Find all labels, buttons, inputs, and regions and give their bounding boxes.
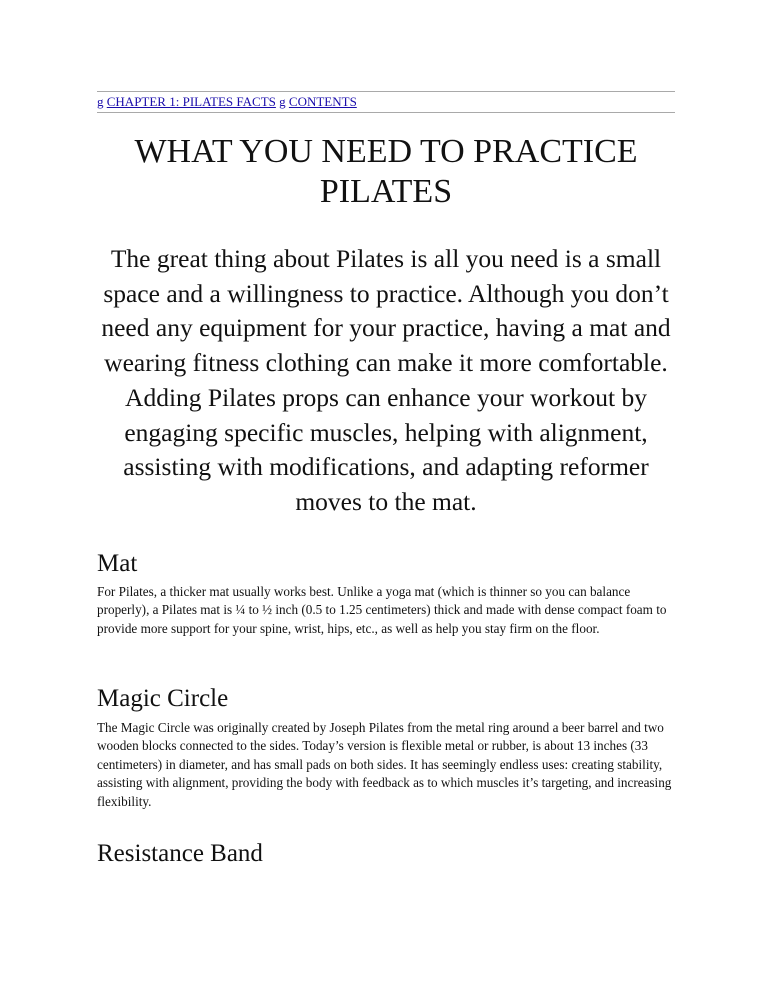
- nav-arrow-icon: g: [97, 94, 104, 109]
- intro-paragraph: The great thing about Pilates is all you need is a small space and a willingness to practice. Although you don’t need any equipment for your practice, having a mat and wearing fitness clothing can make it more comfortable. Adding Pilates props can enhance your workout by engaging specific muscles, helping with alignment, assisting with modifications, and adapting reformer moves to the mat.: [101, 244, 671, 516]
- page-title: [97, 132, 675, 212]
- page-title-line-1: WHAT YOU NEED TO PRACTICE: [134, 133, 638, 170]
- contents-link[interactable]: CONTENTS: [288, 94, 357, 109]
- section-heading-resistance-band: Resistance Band: [97, 840, 263, 867]
- section-body-magic-circle: The Magic Circle was originally created by Joseph Pilates from the metal ring around a beer barrel and two wooden blocks connected to the sides. Today’s version is flexible metal or rubber, is about 13 inches (33 centimeters) in diameter, and has small pads on both sides. It has seemingly endless uses: creating stability, assisting with alignment, providing the body with feedback as to which muscles it’s targeting, and increasing flexibility.: [97, 720, 672, 809]
- section-body-mat: For Pilates, a thicker mat usually works best. Unlike a yoga mat (which is thinner so you can balance properly), a Pilates mat is ¼ to ½ inch (0.5 to 1.25 centimeters) thick and made with dense compact foam to provide more support for your spine, wrist, hips, etc., as well as help you stay firm on the floor.: [97, 584, 667, 636]
- section-heading-magic-circle: Magic Circle: [97, 685, 229, 712]
- breadcrumb: [97, 91, 675, 113]
- chapter-link[interactable]: CHAPTER 1: PILATES FACTS: [106, 94, 276, 109]
- nav-arrow-icon: g: [279, 94, 286, 109]
- section-heading-mat: Mat: [97, 550, 138, 577]
- page-title-line-2: PILATES: [319, 173, 453, 210]
